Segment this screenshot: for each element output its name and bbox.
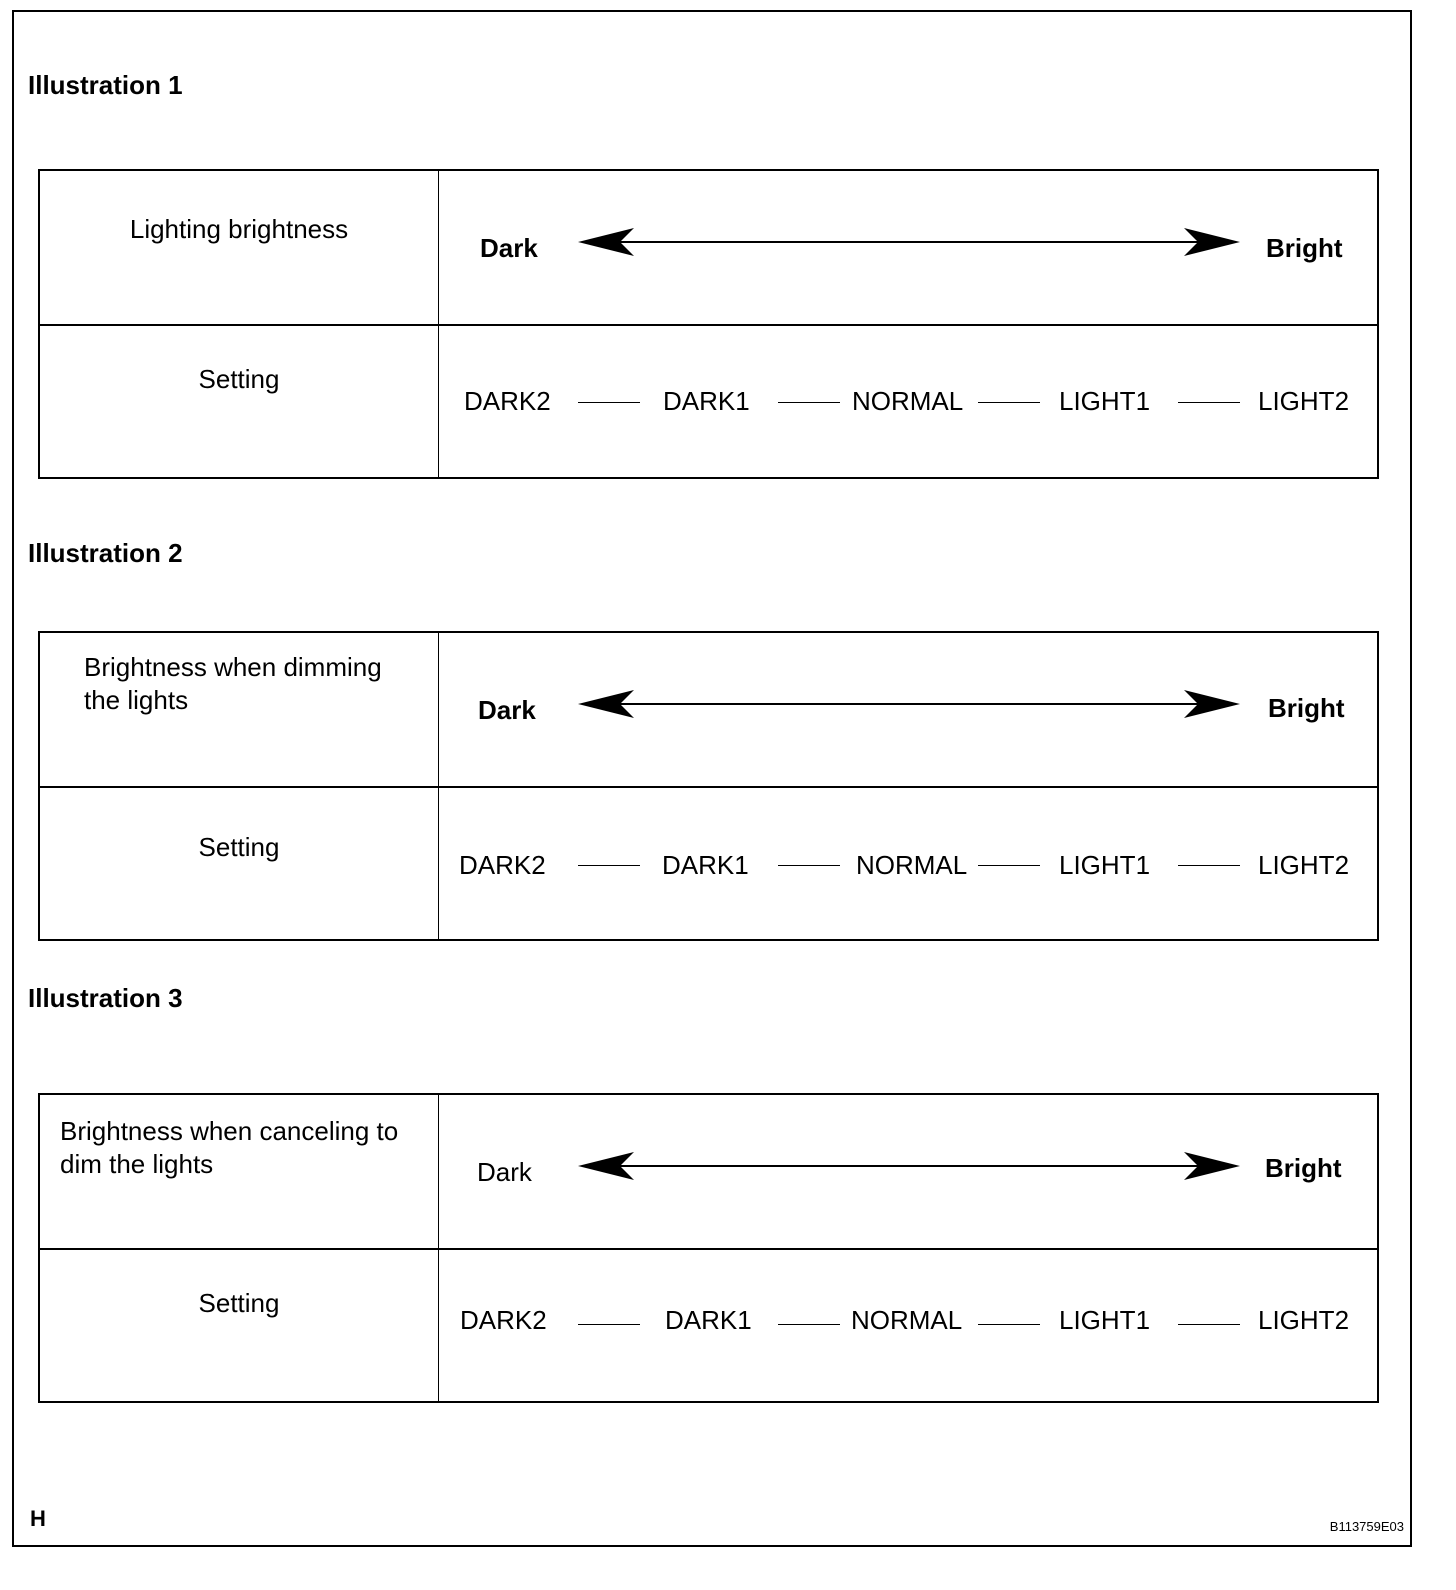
setting-label: Setting [198,364,280,394]
illustration-3-table [38,1093,1379,1403]
illustration-2-table [38,631,1379,941]
option-light1: LIGHT1 [1059,850,1151,880]
dark-label: Dark [480,233,538,263]
option-dark1: DARK1 [662,850,749,880]
setting-label: Setting [198,1288,280,1318]
option-dark2: DARK2 [464,386,551,416]
option-light2: LIGHT2 [1258,386,1350,416]
brightness-label: Brightness when dimming the lights [84,652,382,715]
bright-label: Bright [1265,1153,1342,1183]
connector-line [778,402,840,403]
connector-line [778,1324,840,1325]
connector-line [578,1324,640,1325]
setting-label: Setting [198,832,280,862]
connector-line [978,1324,1040,1325]
illustration-2-title: Illustration 2 [28,538,183,568]
double-arrow-icon [576,1149,1242,1183]
connector-line [1178,865,1240,866]
option-dark2: DARK2 [460,1305,547,1335]
option-light1: LIGHT1 [1059,1305,1151,1335]
connector-line [578,865,640,866]
option-light1: LIGHT1 [1059,386,1151,416]
column-divider [438,171,439,477]
brightness-label: Brightness when canceling to dim the lights [60,1116,399,1179]
dark-label: Dark [478,695,536,725]
illustration-1-title: Illustration 1 [28,70,183,100]
option-normal: NORMAL [856,850,968,880]
setting-scale [440,788,1377,938]
connector-line [778,865,840,866]
option-normal: NORMAL [852,386,964,416]
connector-line [1178,1324,1240,1325]
connector-line [978,865,1040,866]
corner-letter: H [30,1506,46,1531]
connector-line [978,402,1040,403]
option-normal: NORMAL [851,1305,963,1335]
bright-label: Bright [1268,693,1345,723]
illustration-1-table [38,169,1379,479]
bright-label: Bright [1266,233,1343,263]
setting-scale [440,1250,1377,1400]
connector-line [578,402,640,403]
illustration-3-title: Illustration 3 [28,983,183,1013]
column-divider [438,633,439,939]
dark-label: Dark [477,1157,532,1187]
option-light2: LIGHT2 [1258,850,1350,880]
double-arrow-icon [576,687,1242,721]
option-dark2: DARK2 [459,850,546,880]
option-dark1: DARK1 [663,386,750,416]
option-light2: LIGHT2 [1258,1305,1350,1335]
column-divider [438,1095,439,1401]
connector-line [1178,402,1240,403]
option-dark1: DARK1 [665,1305,752,1335]
brightness-label: Lighting brightness [129,214,349,244]
double-arrow-icon [576,225,1242,259]
figure-code: B113759E03 [1329,1519,1404,1534]
setting-scale [440,326,1377,476]
